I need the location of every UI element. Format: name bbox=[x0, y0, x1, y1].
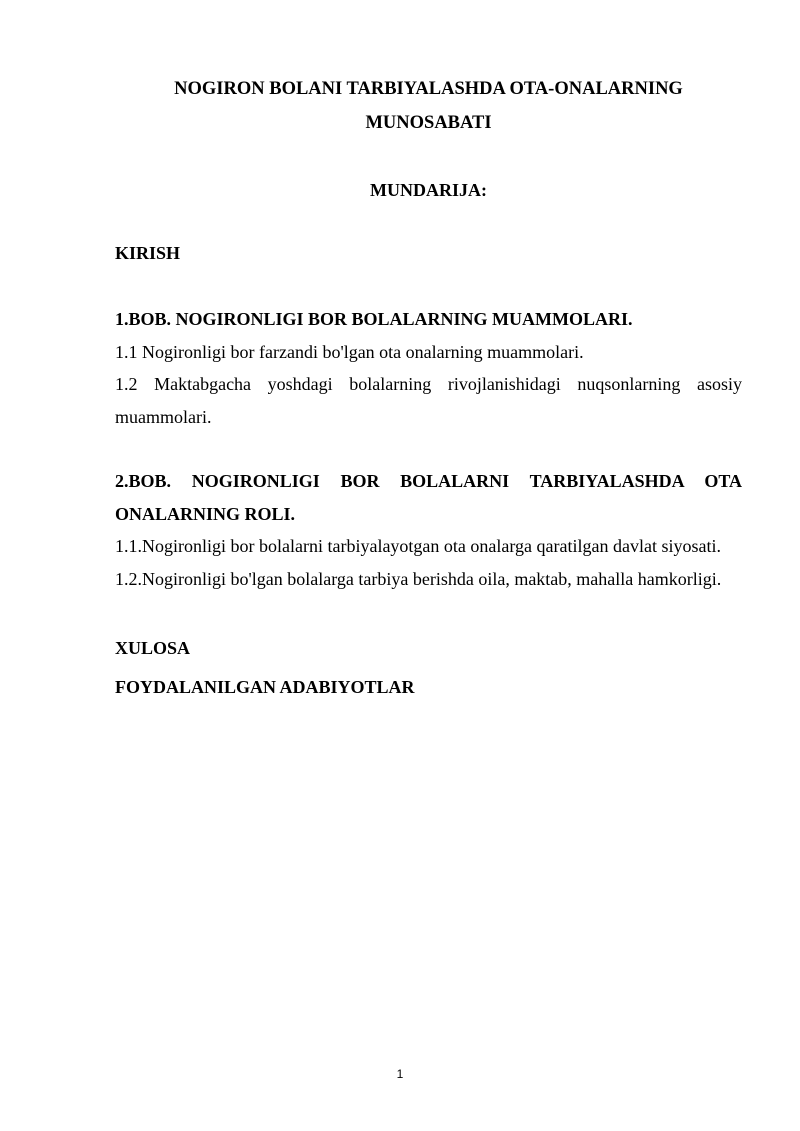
chapter2-item-2: 1.2.Nogironligi bo'lgan bolalarga tarbiya berishda oila, maktab, mahalla hamkorligi. bbox=[115, 569, 722, 589]
chapter1-item-2-line-1: 1.2 Maktabgacha yoshdagi bolalarning rivojlanishidagi nuqsonlarning asosiy bbox=[115, 374, 742, 394]
chapter1-item-1: 1.1 Nogironligi bor farzandi bo'lgan ota onalarning muammolari. bbox=[115, 342, 584, 362]
conclusion-heading: XULOSA bbox=[115, 638, 191, 658]
page-number: 1 bbox=[396, 1067, 404, 1081]
table-of-contents-heading: MUNDARIJA: bbox=[370, 180, 487, 200]
document-title-line-1: NOGIRON BOLANI TARBIYALASHDA OTA-ONALARNING bbox=[174, 79, 683, 99]
intro-heading: KIRISH bbox=[115, 243, 181, 263]
chapter2-item-1: 1.1.Nogironligi bor bolalarni tarbiyalayotgan ota onalarga qaratilgan davlat siyosati. bbox=[115, 536, 721, 556]
chapter1-heading: 1.BOB. NOGIRONLIGI BOR BOLALARNING MUAMMOLARI. bbox=[115, 309, 633, 329]
document-title-line-2: MUNOSABATI bbox=[365, 113, 492, 133]
chapter2-heading-line-2: ONALARNING ROLI. bbox=[115, 504, 296, 524]
references-heading: FOYDALANILGAN ADABIYOTLAR bbox=[115, 677, 415, 697]
chapter2-heading-line-1: 2.BOB. NOGIRONLIGI BOR BOLALARNI TARBIYALASHDA OTA bbox=[115, 471, 742, 491]
chapter1-item-2-line-2: muammolari. bbox=[115, 407, 212, 427]
